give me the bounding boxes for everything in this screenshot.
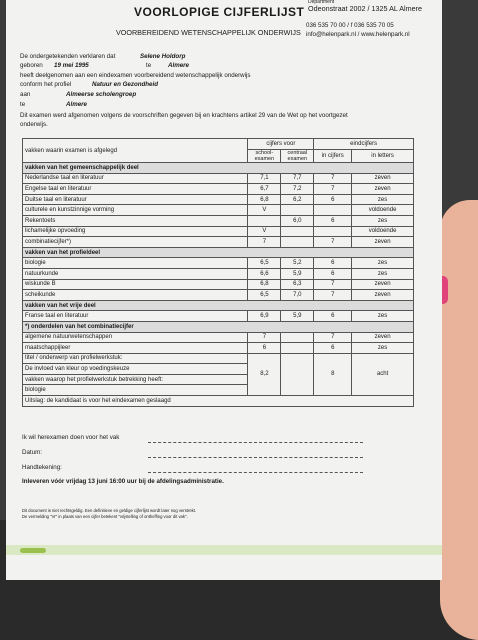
born-date: 19 mei 1995 [54, 62, 89, 69]
subject-name: wiskunde B [23, 279, 248, 290]
in-letters-header: in letters [352, 150, 414, 163]
school-phone: 036 535 70 00 / f 036 535 70 05 [306, 22, 394, 29]
regulation-line: Dit examen werd afgenomen volgens de voorschriften gegeven bij en krachtens artikel 29 van de Wet op het voortgezet [20, 112, 348, 119]
section-row [23, 163, 414, 174]
hand [440, 200, 478, 640]
grade-row [23, 268, 414, 279]
document-subtitle: VOORBEREIDEND WETENSCHAPPELIJK ONDERWIJS [116, 28, 301, 37]
grade-row [23, 173, 414, 184]
subject-name: combinatiecijfer*) [23, 237, 248, 248]
grade-list-document [6, 0, 442, 580]
deadline-text: Inleveren vóór vrijdag 13 juni 16:00 uur bij de afdelingsadministratie. [22, 478, 224, 485]
central-exam-grade: 5,9 [281, 311, 314, 322]
subject-name: biologie [23, 258, 248, 269]
final-grade-number: 6 [314, 194, 352, 205]
in-cijfers-header: in cijfers [314, 150, 352, 163]
school-exam-grade: V [248, 205, 281, 216]
herexamen-label: Ik wil herexamen doen voor het vak [22, 434, 120, 441]
section-title: vakken van het profieldeel [23, 247, 414, 258]
subject-name: natuurkunde [23, 268, 248, 279]
born-label: geboren [20, 62, 43, 69]
central-exam-grade [281, 343, 314, 354]
final-grade-number [314, 226, 352, 237]
footer-band [6, 545, 442, 555]
central-exam-header: centraal examen [281, 150, 314, 163]
final-grade-letters: zeven [352, 184, 414, 195]
section-title: vakken van het gemeenschappelijk deel [23, 163, 414, 174]
final-grade-letters: zeven [352, 290, 414, 301]
pws-text: De invloed van kleur op voedingskeuze [23, 364, 248, 375]
central-exam-grade [281, 205, 314, 216]
final-grade-number: 6 [314, 268, 352, 279]
grade-row [23, 332, 414, 343]
document-title: VOORLOPIGE CIJFERLIJST [134, 5, 305, 19]
herexamen-line[interactable] [148, 442, 363, 443]
section-title: *) onderdelen van het combinatiecijfer [23, 321, 414, 332]
school-exam-grade: 6,5 [248, 290, 281, 301]
school-logo [20, 548, 46, 553]
school-exam-grade: 6,8 [248, 279, 281, 290]
final-grade-letters: zes [352, 343, 414, 354]
legal-note: Dit document is niet rechtsgeldig. Een definitieve en geldige cijferlijst wordt later nog verstrekt. [22, 508, 197, 513]
central-exam-grade: 5,9 [281, 268, 314, 279]
datum-line[interactable] [148, 457, 363, 458]
school-address: Odeonstraat 2002 / 1325 AL Almere [308, 4, 423, 13]
final-grade-number: 6 [314, 311, 352, 322]
pws-text: titel / onderwerp van profielwerkstuk: [23, 353, 248, 364]
central-exam-grade: 7,7 [281, 173, 314, 184]
central-exam-grade: 6,3 [281, 279, 314, 290]
school-contact: info@helenpark.nl / www.helenpark.nl [306, 31, 410, 38]
profile-label: conform het profiel [20, 81, 72, 88]
grades-table [22, 138, 414, 407]
grade-row [23, 343, 414, 354]
school-exam-grade: 6,8 [248, 194, 281, 205]
pws-text: biologie [23, 385, 248, 396]
profile-name: Natuur en Gezondheid [92, 81, 159, 88]
final-grade-letters: zes [352, 215, 414, 226]
final-grade-number: 7 [314, 279, 352, 290]
subject-name: lichamelijke opvoeding [23, 226, 248, 237]
final-grade-letters: zeven [352, 237, 414, 248]
school-exam-grade: 6,5 [248, 258, 281, 269]
school-name: Almeerse scholengroep [66, 91, 137, 98]
grade-row [23, 258, 414, 269]
final-grade-letters: voldoende [352, 226, 414, 237]
final-grade-letters: zeven [352, 279, 414, 290]
pws-text: vakken waarop het profielwerkstuk betrekking heeft: [23, 374, 248, 385]
result-row [23, 396, 414, 407]
school-exam-grade: 6,9 [248, 311, 281, 322]
subject-name: maatschappijleer [23, 343, 248, 354]
grade-row [23, 184, 414, 195]
subject-name: Engelse taal en literatuur [23, 184, 248, 195]
final-grade-number [314, 205, 352, 216]
central-exam-grade: 7,0 [281, 290, 314, 301]
school-exam-grade: 7 [248, 332, 281, 343]
final-grade-number: 7 [314, 173, 352, 184]
cijfers-voor-header: cijfers voor [248, 139, 314, 150]
final-grade-number: 7 [314, 290, 352, 301]
datum-label: Datum: [22, 449, 42, 456]
pws-final-letters: acht [352, 353, 414, 395]
final-grade-letters: zeven [352, 173, 414, 184]
pws-final-number: 8 [314, 353, 352, 395]
regulation-line-end: onderwijs. [20, 121, 48, 128]
section-row [23, 247, 414, 258]
aan-label: aan [20, 91, 31, 98]
school-exam-grade: 6,6 [248, 268, 281, 279]
grade-row [23, 311, 414, 322]
final-grade-letters: zes [352, 258, 414, 269]
student-name: Selene Holdorp [140, 53, 186, 60]
grade-row [23, 194, 414, 205]
grade-row [23, 290, 414, 301]
grade-row [23, 237, 414, 248]
subject-name: Duitse taal en literatuur [23, 194, 248, 205]
participation-line: heeft deelgenomen aan een eindexamen voorbereidend wetenschappelijk onderwijs [20, 72, 251, 79]
central-exam-grade [281, 332, 314, 343]
central-exam-grade [281, 226, 314, 237]
te-label-2: te [20, 101, 26, 108]
school-exam-header: school- examen [248, 150, 281, 163]
born-place: Almere [168, 62, 189, 69]
signature-line[interactable] [148, 472, 363, 473]
pws-central-empty [281, 353, 314, 395]
final-grade-number: 6 [314, 343, 352, 354]
central-exam-grade [281, 237, 314, 248]
central-exam-grade: 6,0 [281, 215, 314, 226]
result-text: Uitslag: de kandidaat is voor het eindexamen geslaagd [23, 396, 414, 407]
school-exam-grade: 7,1 [248, 173, 281, 184]
subject-name: algemene natuurwetenschappen [23, 332, 248, 343]
subject-name: scheikunde [23, 290, 248, 301]
final-grade-number: 7 [314, 237, 352, 248]
central-exam-grade: 6,2 [281, 194, 314, 205]
section-row [23, 300, 414, 311]
final-grade-number: 6 [314, 258, 352, 269]
school-exam-grade [248, 215, 281, 226]
subject-name: Franse taal en literatuur [23, 311, 248, 322]
grade-row [23, 226, 414, 237]
final-grade-letters: zes [352, 311, 414, 322]
final-grade-number: 7 [314, 184, 352, 195]
subject-name: culturele en kunstzinnige vorming [23, 205, 248, 216]
grade-row [23, 215, 414, 226]
school-exam-grade: V [248, 226, 281, 237]
pws-school-grade: 8,2 [248, 353, 281, 395]
school-place: Almere [66, 101, 87, 108]
final-grade-number: 6 [314, 215, 352, 226]
central-exam-grade: 7,2 [281, 184, 314, 195]
subjects-header: vakken waarin examen is afgelegd [23, 139, 248, 163]
address-top: Department [308, 0, 335, 5]
te-label: te [146, 62, 152, 69]
final-grade-letters: zeven [352, 332, 414, 343]
subject-name: Rekentoets [23, 215, 248, 226]
school-exam-grade: 7 [248, 237, 281, 248]
handtekening-label: Handtekening: [22, 464, 62, 471]
pws-row [23, 353, 414, 364]
section-title: vakken van het vrije deel [23, 300, 414, 311]
grade-row [23, 205, 414, 216]
school-exam-grade: 6 [248, 343, 281, 354]
section-row [23, 321, 414, 332]
final-grade-letters: voldoende [352, 205, 414, 216]
final-grade-number: 7 [314, 332, 352, 343]
school-exam-grade: 6,7 [248, 184, 281, 195]
subject-name: Nederlandse taal en literatuur [23, 173, 248, 184]
grade-row [23, 279, 414, 290]
central-exam-grade: 5,2 [281, 258, 314, 269]
final-grade-letters: zes [352, 268, 414, 279]
final-grade-letters: zes [352, 194, 414, 205]
vrijstelling-note: De vermelding "Vr" in plaats van een cijfer betekent "vrijstelling of ontheffing voor dit vak". [22, 514, 188, 519]
eindcijfers-header: eindcijfers [314, 139, 414, 150]
intro-line: De ondergetekenden verklaren dat [20, 53, 116, 60]
